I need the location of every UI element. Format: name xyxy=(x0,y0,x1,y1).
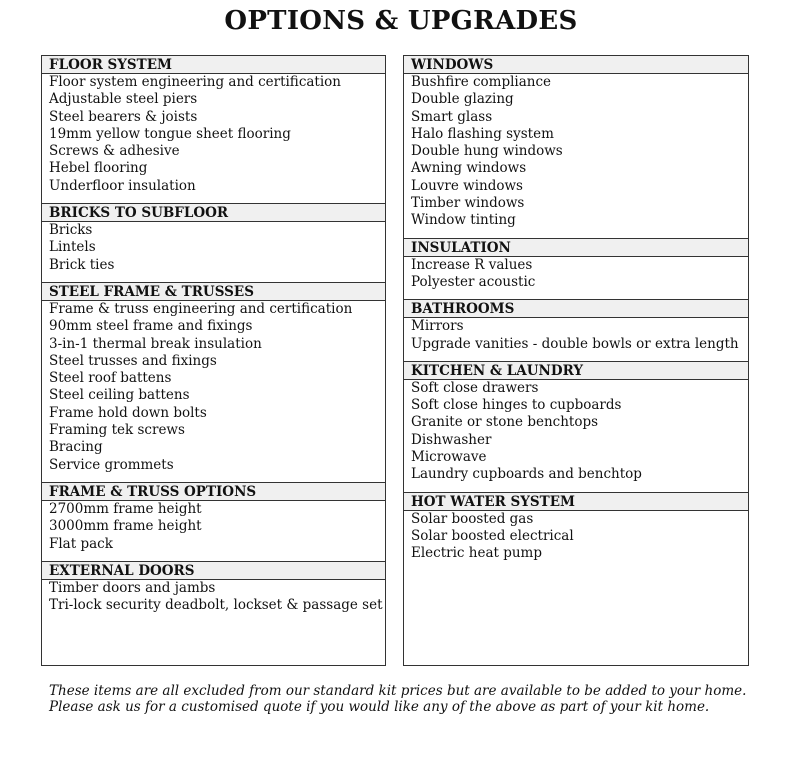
section-hot-water-system xyxy=(404,492,748,563)
list-item: Steel bearers & joists xyxy=(49,108,198,125)
list-item: Awning windows xyxy=(411,160,527,177)
section-bathrooms xyxy=(404,299,748,361)
list-item: 3000mm frame height xyxy=(49,518,202,535)
list-item: Bushfire compliance xyxy=(411,74,552,90)
list-item: Adjustable steel piers xyxy=(49,91,198,108)
list-item: Timber doors and jambs xyxy=(49,579,216,596)
item-list xyxy=(42,222,385,274)
list-item: Steel roof battens xyxy=(49,370,172,387)
list-item: 2700mm frame height xyxy=(49,500,202,517)
list-item: Solar boosted electrical xyxy=(411,527,574,544)
list-item: Frame hold down bolts xyxy=(49,404,207,421)
list-item: Upgrade vanities - double bowls or extra length xyxy=(411,335,739,352)
section-heading: HOT WATER SYSTEM xyxy=(404,492,748,511)
list-item: Double glazing xyxy=(411,91,514,108)
section-heading: EXTERNAL DOORS xyxy=(42,561,385,580)
list-item: Soft close drawers xyxy=(411,379,539,396)
list-item: Frame & truss engineering and certification xyxy=(49,300,353,317)
section-external-doors xyxy=(42,561,385,615)
item-list xyxy=(42,580,385,615)
section-heading: FLOOR SYSTEM xyxy=(42,56,385,74)
section-bricks-to-subfloor xyxy=(42,203,385,282)
item-list xyxy=(404,380,748,484)
section-kitchen-and-laundry xyxy=(404,361,748,492)
item-list xyxy=(42,301,385,474)
item-list xyxy=(404,318,748,353)
section-windows xyxy=(404,56,748,238)
section-steel-frame-and-trusses xyxy=(42,282,385,482)
list-item: Soft close hinges to cupboards xyxy=(411,397,622,414)
page-title: OPTIONS & UPGRADES xyxy=(224,6,578,36)
section-heading: FRAME & TRUSS OPTIONS xyxy=(42,482,385,501)
list-item: Louvre windows xyxy=(411,177,523,194)
list-item: Polyester acoustic xyxy=(411,273,536,290)
item-list xyxy=(42,74,385,195)
section-frame-and-truss-options xyxy=(42,482,385,561)
list-item: Timber windows xyxy=(411,195,525,212)
section-insulation xyxy=(404,238,748,300)
right-column xyxy=(403,55,749,666)
section-floor-system xyxy=(42,56,385,203)
list-item: Steel trusses and fixings xyxy=(49,352,217,369)
section-heading: STEEL FRAME & TRUSSES xyxy=(42,282,385,301)
list-item: Solar boosted gas xyxy=(411,510,534,527)
list-item: Underfloor insulation xyxy=(49,177,196,194)
list-item: Framing tek screws xyxy=(49,422,185,439)
item-list xyxy=(404,257,748,292)
section-heading: WINDOWS xyxy=(404,56,748,74)
list-item: Bracing xyxy=(49,439,103,456)
list-item: Steel ceiling battens xyxy=(49,387,190,404)
section-heading: BATHROOMS xyxy=(404,299,748,318)
list-item: Bricks xyxy=(49,222,93,239)
item-list xyxy=(42,501,385,553)
item-list xyxy=(404,511,748,563)
list-item: Brick ties xyxy=(49,256,115,273)
list-item: Electric heat pump xyxy=(411,545,542,562)
list-item: Halo flashing system xyxy=(411,125,554,142)
item-list xyxy=(404,74,748,230)
list-item: 19mm yellow tongue sheet flooring xyxy=(49,125,291,142)
list-item: 90mm steel frame and fixings xyxy=(49,318,253,335)
list-item: Smart glass xyxy=(411,108,493,125)
list-item: Lintels xyxy=(49,239,96,256)
list-item: Window tinting xyxy=(411,212,516,229)
footer-note: These items are all excluded from our standard kit prices but are available to be added to your home. Please ask us for a customised quote if you would like any of the above as part of your kit home. xyxy=(49,683,747,715)
list-item: Service grommets xyxy=(49,456,174,473)
list-item: Laundry cupboards and benchtop xyxy=(411,466,642,483)
list-item: Hebel flooring xyxy=(49,160,148,177)
list-item: Double hung windows xyxy=(411,143,563,160)
list-item: Mirrors xyxy=(411,318,464,335)
section-heading: KITCHEN & LAUNDRY xyxy=(404,361,748,380)
left-column xyxy=(41,55,386,666)
list-item: 3-in-1 thermal break insulation xyxy=(49,335,262,352)
list-item: Tri-lock security deadbolt, lockset & passage set xyxy=(49,597,383,614)
list-item: Microwave xyxy=(411,449,487,466)
section-heading: BRICKS TO SUBFLOOR xyxy=(42,203,385,222)
list-item: Granite or stone benchtops xyxy=(411,414,599,431)
list-item: Floor system engineering and certification xyxy=(49,74,341,90)
section-heading: INSULATION xyxy=(404,238,748,257)
list-item: Dishwasher xyxy=(411,431,492,448)
list-item: Increase R values xyxy=(411,256,533,273)
list-item: Flat pack xyxy=(49,535,113,552)
list-item: Screws & adhesive xyxy=(49,143,180,160)
